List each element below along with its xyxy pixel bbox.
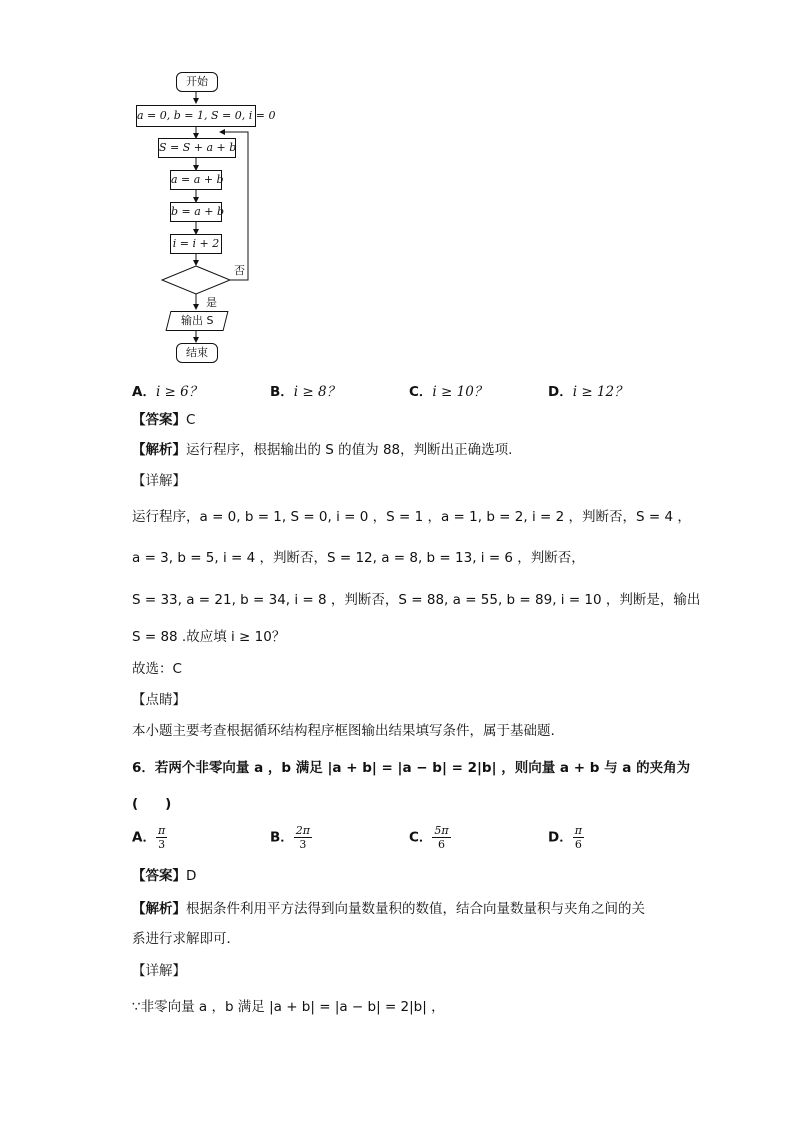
step-i-node: i = i + 2: [170, 234, 222, 254]
q5-detail-line-3: S = 33, a = 21, b = 34, i = 8 ，判断否，S = 88, a = 55, b = 89, i = 10 ，判断是，输出: [132, 592, 701, 608]
q6-option-c: C． $\frac{5\pi}{6}$: [409, 824, 449, 851]
step-sum-node: S = S + a + b: [158, 138, 236, 158]
q5-option-c: C．i ≥ 10？: [409, 384, 488, 400]
q5-detail-heading: 【详解】: [132, 473, 186, 489]
q6-detail-heading: 【详解】: [132, 963, 186, 979]
q6-paren: ( ): [132, 796, 172, 812]
q5-choose: 故选：C: [132, 661, 182, 677]
q5-detail-line-4: S = 88 .故应填 i ≥ 10？: [132, 629, 286, 645]
q5-option-b: B．i ≥ 8？: [270, 384, 341, 400]
q6-option-d: D． $\frac{\pi}{6}$: [548, 824, 582, 851]
q5-answer: 【答案】C: [132, 412, 196, 428]
init-node: a = 0, b = 1, S = 0, i = 0: [136, 105, 256, 127]
q5-analysis: 【解析】运行程序，根据输出的 S 的值为 88，判断出正确选项.: [132, 442, 513, 458]
q5-detail-line-1: 运行程序，a = 0, b = 1, S = 0, i = 0 ，S = 1 ，a = 1, b = 2, i = 2 ，判断否，S = 4 ，: [132, 509, 691, 525]
yes-label: 是: [206, 296, 217, 309]
q5-comment-heading: 【点睛】: [132, 692, 186, 708]
end-node: 结束: [176, 343, 218, 363]
q6-answer: 【答案】D: [132, 868, 197, 884]
q5-comment: 本小题主要考查根据循环结构程序框图输出结果填写条件，属于基础题.: [132, 723, 555, 739]
output-node: 输出 S: [166, 311, 229, 331]
q6-detail-line: ∵非零向量 a ，b 满足 |a + b| = |a − b| = 2|b| ，: [132, 999, 445, 1015]
step-a-node: a = a + b: [170, 170, 222, 190]
q6-option-b: B． $\frac{2\pi}{3}$: [270, 824, 311, 851]
no-label: 否: [234, 264, 245, 277]
q6-option-a: A． $\frac{\pi}{3}$: [132, 824, 166, 851]
q6-analysis-line-2: 系进行求解即可．: [132, 931, 240, 947]
q5-detail-line-2: a = 3, b = 5, i = 4 ，判断否，S = 12, a = 8, b = 13, i = 6 ，判断否，: [132, 550, 585, 566]
q6-stem: 6．若两个非零向量 a ，b 满足 |a + b| = |a − b| = 2|b| ，则向量 a + b 与 a 的夹角为: [132, 760, 691, 776]
q5-option-d: D．i ≥ 12？: [548, 384, 628, 400]
flowchart: [130, 68, 276, 368]
q5-option-a: A．i ≥ 6？: [132, 384, 203, 400]
step-b-node: b = a + b: [170, 202, 222, 222]
start-node: 开始: [176, 72, 218, 92]
q6-analysis-line-1: 【解析】根据条件利用平方法得到向量数量积的数值，结合向量数量积与夹角之间的关: [132, 901, 645, 917]
